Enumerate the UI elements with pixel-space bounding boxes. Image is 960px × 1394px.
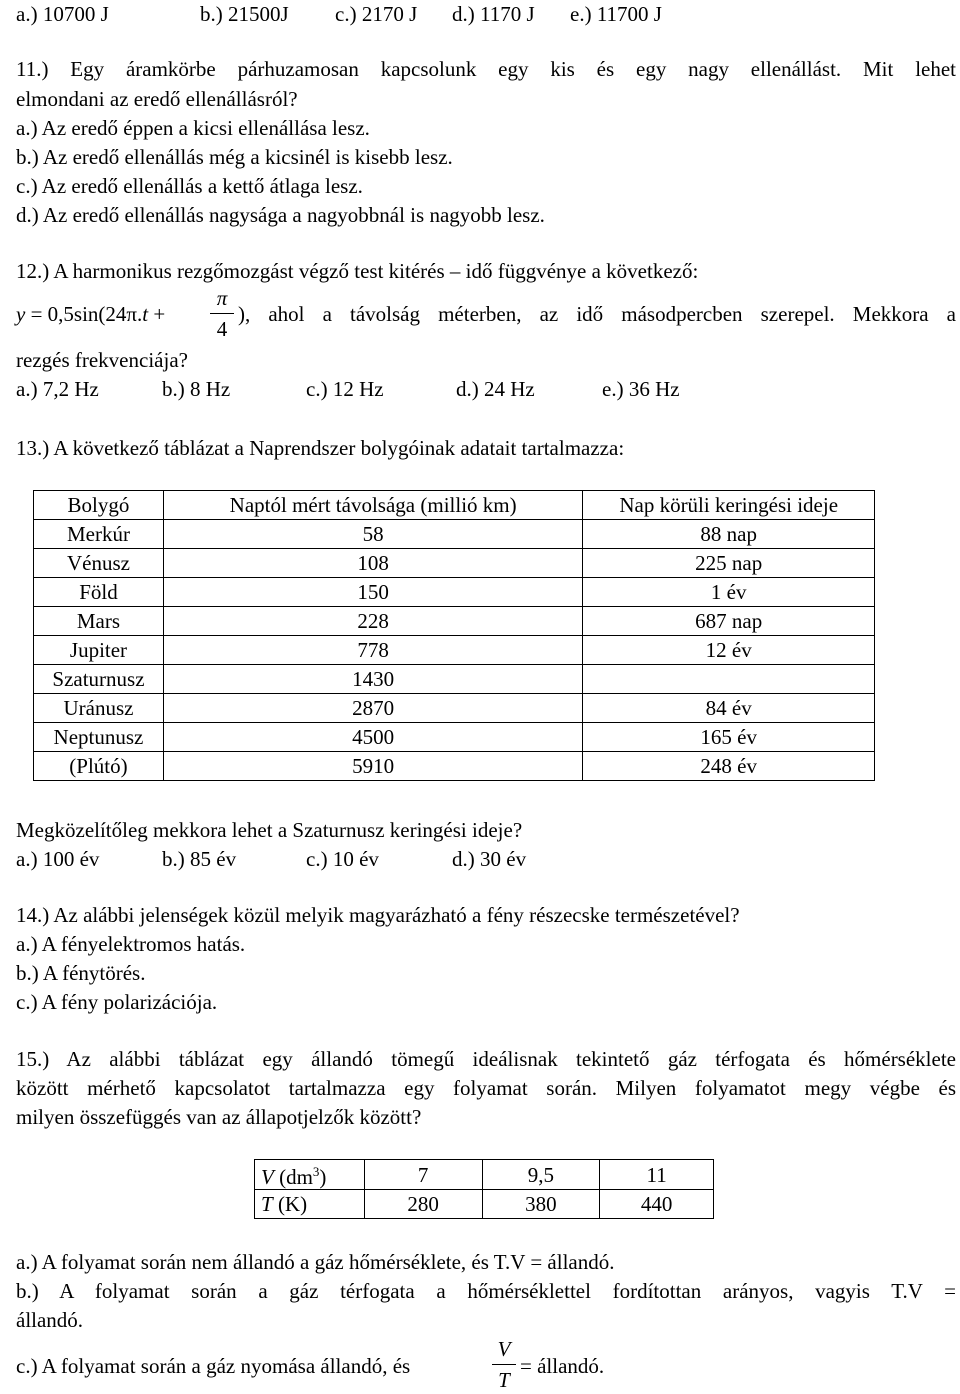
q12-frac-denominator: 4 [216, 317, 228, 341]
table-row [34, 636, 875, 665]
q10-option-e: e.) 11700 J [570, 2, 662, 26]
table-cell: 1 év [583, 578, 875, 607]
table-cell: Szaturnusz [34, 665, 164, 694]
q13-option-d: d.) 30 év [452, 847, 527, 871]
q14-option-a: a.) A fényelektromos hatás. [16, 932, 246, 956]
q13-option-c: c.) 10 év [306, 847, 379, 871]
q12-option-d: d.) 24 Hz [456, 377, 535, 401]
table-row [255, 1160, 714, 1190]
q13-option-b: b.) 85 év [162, 847, 237, 871]
volume-unit: (dm [273, 1165, 313, 1189]
table-cell: Jupiter [34, 636, 164, 665]
table-header-cell: Naptól mért távolsága (millió km) [163, 491, 582, 520]
q12-frac-numerator: π [216, 286, 228, 310]
planet-table [33, 490, 875, 781]
q12-option-b: b.) 8 Hz [162, 377, 231, 401]
table-cell: 165 év [583, 723, 875, 752]
q12-equation [16, 302, 165, 326]
q15-option-c-equals: = állandó. [520, 1354, 605, 1378]
table-cell: 58 [163, 520, 582, 549]
table-cell: Vénusz [34, 549, 164, 578]
q11-stem-line2: elmondani az eredő ellenállásról? [16, 87, 298, 111]
table-row [34, 549, 875, 578]
table-row [34, 694, 875, 723]
table-cell: 7 [364, 1160, 482, 1190]
table-cell: Uránusz [34, 694, 164, 723]
table-row [34, 607, 875, 636]
q15-frac-bar [492, 1364, 516, 1365]
table-cell: 12 év [583, 636, 875, 665]
table-cell: 280 [364, 1190, 482, 1219]
q13-stem: 13.) A következő táblázat a Naprendszer bolygóinak adatait tartalmazza: [16, 436, 625, 460]
q15-stem-line1: 15.) Az alábbi táblázat egy állandó tömegű ideálisnak tekintető gáz térfogata és hőmérséklete [16, 1047, 956, 1071]
q15-option-b-line2: állandó. [16, 1308, 84, 1332]
table-row [34, 520, 875, 549]
table-row [34, 578, 875, 607]
q15-option-c-text: c.) A folyamat során a gáz nyomása állandó, és [16, 1354, 411, 1378]
table-row [34, 665, 875, 694]
q11-option-c: c.) Az eredő ellenállás a kettő átlaga lesz. [16, 174, 363, 198]
q10-option-c: c.) 2170 J [335, 2, 418, 26]
table-cell: 5910 [163, 752, 582, 781]
table-cell: Mars [34, 607, 164, 636]
volume-unit-close: ) [319, 1165, 327, 1189]
table-cell: Neptunusz [34, 723, 164, 752]
table-cell: 4500 [163, 723, 582, 752]
table-cell: 687 nap [583, 607, 875, 636]
table-cell: 108 [163, 549, 582, 578]
q13-option-a: a.) 100 év [16, 847, 100, 871]
table-cell: 11 [600, 1160, 714, 1190]
q14-option-b: b.) A fénytörés. [16, 961, 146, 985]
table-row-label [255, 1160, 365, 1190]
q14-option-c: c.) A fény polarizációja. [16, 990, 218, 1014]
q12-eq-t: t [142, 302, 149, 326]
q12-eq-y: y [16, 302, 26, 326]
table-cell: 84 év [583, 694, 875, 723]
table-row [34, 723, 875, 752]
q15-option-b-line1: b.) A folyamat során a gáz térfogata a hőmérséklettel fordítottan arányos, vagyis T.V = [16, 1279, 956, 1303]
table-row [255, 1190, 714, 1219]
q12-option-c: c.) 12 Hz [306, 377, 384, 401]
temperature-unit: (K) [272, 1192, 308, 1216]
table-cell: 380 [482, 1190, 600, 1219]
volume-symbol: V [261, 1165, 274, 1189]
q11-option-a: a.) Az eredő éppen a kicsi ellenállása lesz. [16, 116, 370, 140]
table-cell: 150 [163, 578, 582, 607]
table-header-cell: Nap körüli keringési ideje [583, 491, 875, 520]
temperature-symbol: T [261, 1192, 273, 1216]
q15-frac-numerator: V [497, 1337, 511, 1361]
table-cell: 440 [600, 1190, 714, 1219]
table-cell: 1430 [163, 665, 582, 694]
q12-stem-line3: rezgés frekvenciája? [16, 348, 188, 372]
gas-table [254, 1159, 714, 1219]
q10-option-b: b.) 21500J [200, 2, 289, 26]
table-cell: 248 év [583, 752, 875, 781]
q12-option-e: e.) 36 Hz [602, 377, 680, 401]
q10-option-a: a.) 10700 J [16, 2, 109, 26]
volume-unit-exponent: 3 [312, 1164, 320, 1179]
q15-frac-denominator: T [498, 1368, 510, 1392]
table-cell: Merkúr [34, 520, 164, 549]
table-cell [583, 665, 875, 694]
q10-option-d: d.) 1170 J [452, 2, 535, 26]
q15-option-a: a.) A folyamat során nem állandó a gáz hőmérséklete, és T.V = állandó. [16, 1250, 615, 1274]
table-header-row [34, 491, 875, 520]
table-cell: 228 [163, 607, 582, 636]
q14-stem: 14.) Az alábbi jelenségek közül melyik magyarázható a fény részecske természetével? [16, 903, 740, 927]
q15-stem-line3: milyen összefüggés van az állapotjelzők között? [16, 1105, 422, 1129]
q12-stem: 12.) A harmonikus rezgőmozgást végző test kitérés – idő függvénye a következő: [16, 259, 699, 283]
table-cell: (Plútó) [34, 752, 164, 781]
table-header-cell: Bolygó [34, 491, 164, 520]
table-cell: 778 [163, 636, 582, 665]
table-row [34, 752, 875, 781]
table-row-label [255, 1190, 365, 1219]
table-cell: 2870 [163, 694, 582, 723]
q12-eq-mid: = 0,5sin(24π. [25, 302, 143, 326]
table-cell: 88 nap [583, 520, 875, 549]
q12-option-a: a.) 7,2 Hz [16, 377, 99, 401]
q11-option-b: b.) Az eredő ellenállás még a kicsinél is kisebb lesz. [16, 145, 453, 169]
q12-eq-plus: + [148, 302, 166, 326]
table-cell: Föld [34, 578, 164, 607]
q13-question: Megközelítőleg mekkora lehet a Szaturnusz keringési ideje? [16, 818, 523, 842]
q11-stem-line1: 11.) Egy áramkörbe párhuzamosan kapcsolunk egy kis és egy nagy ellenállást. Mit lehet [16, 57, 956, 81]
table-cell: 225 nap [583, 549, 875, 578]
q12-frac-bar [210, 313, 234, 314]
q15-stem-line2: között mérhető kapcsolatot tartalmazza egy folyamat során. Milyen folyamatot megy végbe és [16, 1076, 956, 1100]
q12-eq-rest: ), ahol a távolság méterben, az idő másodpercben szerepel. Mekkora a [238, 302, 956, 326]
table-cell: 9,5 [482, 1160, 600, 1190]
q11-option-d: d.) Az eredő ellenállás nagysága a nagyobbnál is nagyobb lesz. [16, 203, 545, 227]
